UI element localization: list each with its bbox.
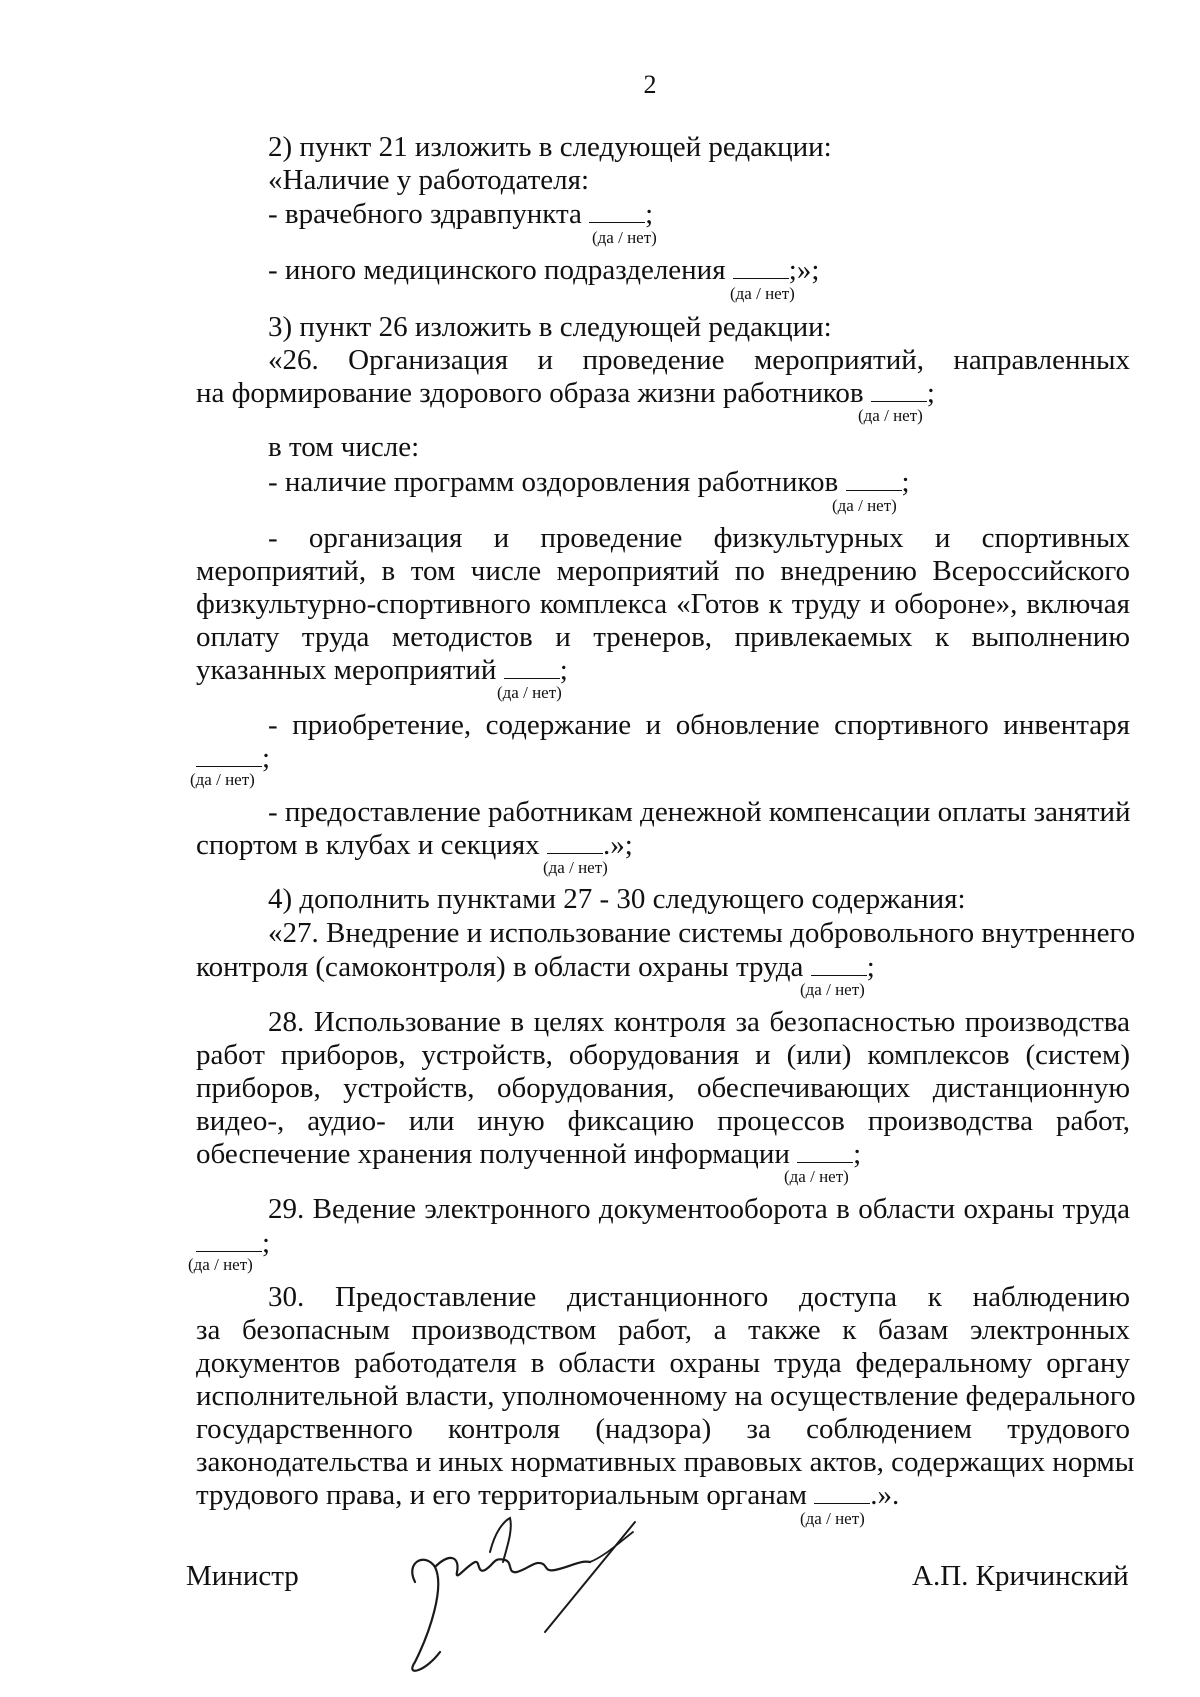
p29-line1: 29. Ведение электронного документооборота в области охраны труда xyxy=(268,1193,1130,1225)
p27-text: контроля (самоконтроля) в области охраны труда xyxy=(196,951,804,983)
signatory-name: А.П. Кричинский xyxy=(912,1560,1129,1592)
p29-tail: ; xyxy=(262,1227,271,1259)
sport-text: указанных мероприятий xyxy=(196,654,497,686)
item2-a-text: - врачебного здравпункта xyxy=(268,198,582,230)
page-number: 2 xyxy=(643,70,657,99)
p30-line2: за безопасным производством работ, а также к базам электронных xyxy=(196,1314,1130,1346)
p30-hint: (да / нет) xyxy=(800,1509,865,1528)
p28-line2: работ приборов, устройств, оборудования и (или) комплексов (систем) xyxy=(196,1039,1130,1071)
item2-b-text: - иного медицинского подразделения xyxy=(268,254,726,286)
sport-line5 xyxy=(196,653,568,687)
item3-heading: 3) пункт 26 изложить в следующей редакции: xyxy=(268,311,832,343)
item2-b-blank xyxy=(733,256,789,279)
sport-line1: - организация и проведение физкультурных и спортивных xyxy=(268,522,1130,554)
inventory-tail: ; xyxy=(262,742,271,774)
programs-text: - наличие программ оздоровления работников xyxy=(268,466,839,498)
p28-tail: ; xyxy=(853,1138,862,1170)
comp-tail: .»; xyxy=(602,829,633,861)
sport-line3: физкультурно-спортивного комплекса «Готов к труду и обороне», включая xyxy=(196,588,1130,620)
programs-tail: ; xyxy=(901,466,910,498)
p29-hint: (да / нет) xyxy=(188,1255,253,1274)
sport-line4: оплату труда методистов и тренеров, привлекаемых к выполнению xyxy=(196,621,1130,653)
p28-line3: приборов, устройств, оборудования, обеспечивающих дистанционную xyxy=(196,1072,1130,1104)
p30-line5: государственного контроля (надзора) за соблюдением трудового xyxy=(196,1413,1130,1445)
comp-text: спортом в клубах и секциях xyxy=(196,829,540,861)
comp-line2 xyxy=(196,828,633,862)
p29-blank xyxy=(196,1229,262,1252)
p27-hint: (да / нет) xyxy=(800,980,865,999)
p27-line2 xyxy=(196,950,875,984)
p30-line1: 30. Предоставление дистанционного доступа к наблюдению xyxy=(268,1281,1130,1313)
item2-intro: «Наличие у работодателя: xyxy=(268,164,590,196)
comp-line1: - предоставление работникам денежной компенсации оплаты занятий xyxy=(268,796,1131,828)
item2-a-hint: (да / нет) xyxy=(592,228,657,247)
p30-line6: законодательства и иных нормативных правовых актов, содержащих нормы xyxy=(196,1446,1135,1478)
p27-tail: ; xyxy=(866,951,875,983)
item2-a-blank xyxy=(589,200,645,223)
p26-hint: (да / нет) xyxy=(858,406,923,425)
p26-tail: ; xyxy=(926,377,935,409)
p28-blank xyxy=(797,1140,853,1163)
p26-line1: «26. Организация и проведение мероприятий, направленных xyxy=(268,344,1130,376)
programs-hint: (да / нет) xyxy=(832,496,897,515)
p28-hint: (да / нет) xyxy=(784,1167,849,1186)
p28-line5 xyxy=(196,1137,861,1171)
signatory-role: Министр xyxy=(186,1560,299,1592)
sport-hint: (да / нет) xyxy=(497,683,562,702)
sport-tail: ; xyxy=(559,654,568,686)
p28-line4: видео-, аудио- или иную фиксацию процессов производства работ, xyxy=(196,1105,1130,1137)
p28-text: обеспечение хранения полученной информации xyxy=(196,1138,790,1170)
comp-blank xyxy=(547,831,603,854)
handwritten-signature xyxy=(395,1512,695,1682)
item2-heading: 2) пункт 21 изложить в следующей редакции: xyxy=(268,131,832,163)
comp-hint: (да / нет) xyxy=(543,858,608,877)
p30-line4: исполнительной власти, уполномоченному на осуществление федерального xyxy=(196,1380,1136,1412)
p30-blank xyxy=(814,1481,870,1504)
p27-line1: «27. Внедрение и использование системы добровольного внутреннего xyxy=(268,917,1136,949)
item2-a-line xyxy=(268,197,653,231)
p27-blank xyxy=(811,953,867,976)
p30-tail: .». xyxy=(870,1479,900,1511)
p28-line1: 28. Использование в целях контроля за безопасностью производства xyxy=(268,1006,1130,1038)
inventory-hint: (да / нет) xyxy=(190,770,255,789)
sport-line2: мероприятий, в том числе мероприятий по внедрению Всероссийского xyxy=(196,555,1130,587)
programs-blank xyxy=(846,468,902,491)
p26-blank xyxy=(871,379,927,402)
p26-line2 xyxy=(196,376,935,410)
inventory-line1: - приобретение, содержание и обновление спортивного инвентаря xyxy=(268,709,1130,741)
item4-heading: 4) дополнить пунктами 27 - 30 следующего содержания: xyxy=(268,883,966,915)
sport-blank xyxy=(504,656,560,679)
p30-text: трудового права, и его территориальным органам xyxy=(196,1479,807,1511)
item2-b-hint: (да / нет) xyxy=(730,284,795,303)
p30-line7 xyxy=(196,1478,899,1512)
inventory-blank xyxy=(196,744,262,767)
p26-text: на формирование здорового образа жизни работников xyxy=(196,377,864,409)
item2-a-tail: ; xyxy=(645,198,654,230)
programs-line xyxy=(268,465,910,499)
p30-line3: документов работодателя в области охраны труда федеральному органу xyxy=(196,1347,1130,1379)
item2-b-line xyxy=(268,253,819,287)
including-label: в том числе: xyxy=(268,431,420,463)
item2-b-tail: ;»; xyxy=(788,254,820,286)
